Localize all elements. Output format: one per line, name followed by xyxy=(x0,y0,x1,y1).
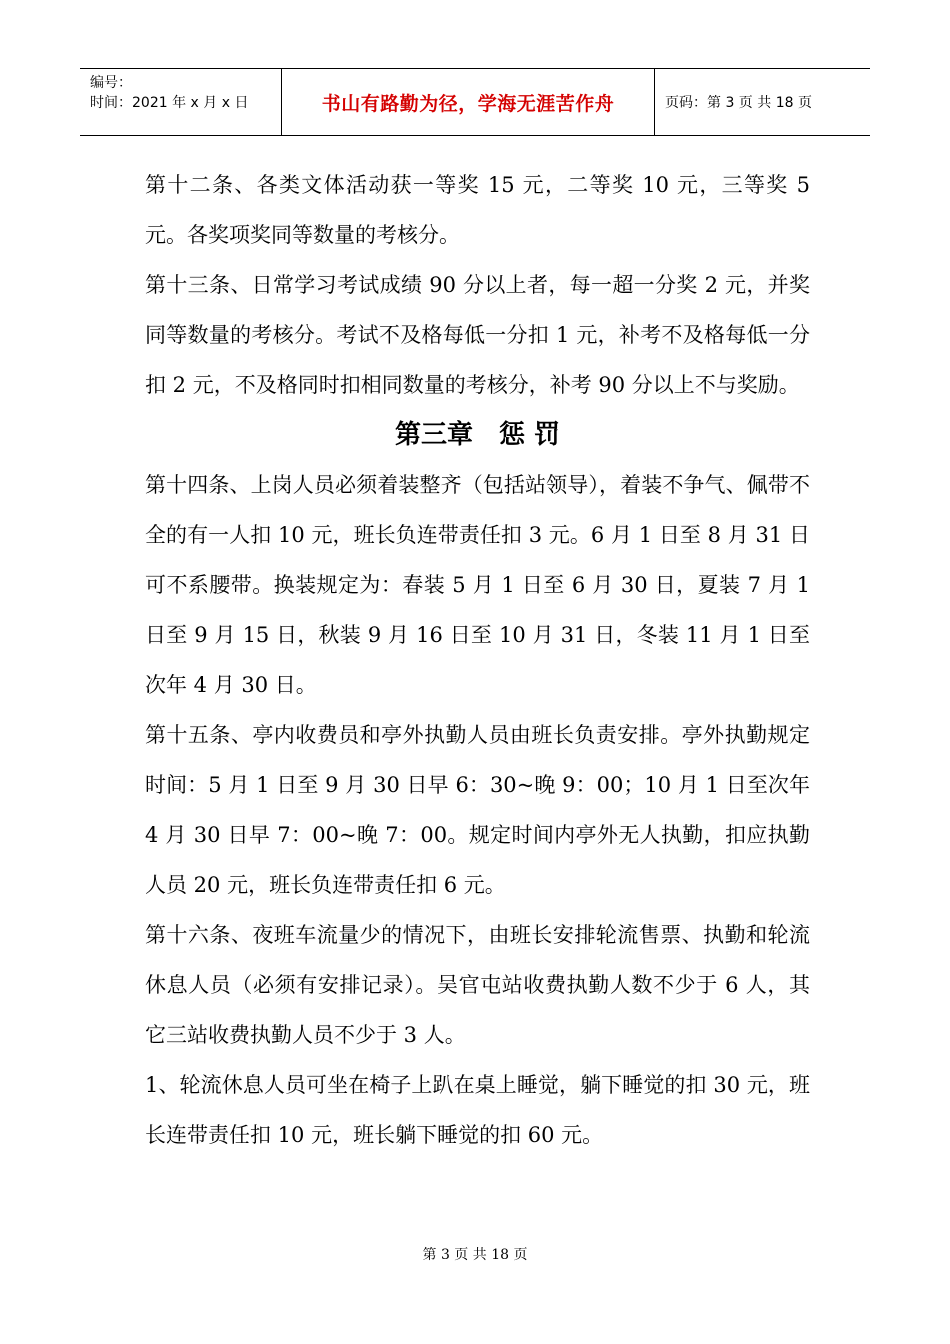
header-motto: 书山有路勤为径，学海无涯苦作舟 xyxy=(282,69,655,135)
article-15: 第十五条、亭内收费员和亭外执勤人员由班长负责安排。亭外执勤规定时间：5 月 1 日至 9 月 30 日早 6：30~晚 9：00；10 月 1 日至次年 4 月 30 日早 7：00~晚 7：00。规定时间内亭外无人执勤，扣应执勤人员 20 元，班长负连带责任扣 6 元。 xyxy=(145,723,810,897)
page-header xyxy=(80,68,870,136)
document-body xyxy=(145,160,810,1160)
article-16-item-1: 1、轮流休息人员可坐在椅子上趴在桌上睡觉，躺下睡觉的扣 30 元，班长连带责任扣 10 元，班长躺下睡觉的扣 60 元。 xyxy=(145,1073,810,1147)
document-number-label: 编号： xyxy=(90,75,132,91)
article-14: 第十四条、上岗人员必须着装整齐（包括站领导），着装不争气、佩带不全的有一人扣 10 元，班长负连带责任扣 3 元。6 月 1 日至 8 月 31 日可不系腰带。换装规定为：春装 5 月 1 日至 6 月 30 日，夏装 7 月 1 日至 9 月 15 日，秋装 9 月 16 日至 10 月 31 日，冬装 11 月 1 日至次年 4 月 30 日。 xyxy=(145,473,810,697)
article-12: 第十二条、各类文体活动获一等奖 15 元，二等奖 10 元，三等奖 5 元。各奖项奖同等数量的考核分。 xyxy=(145,173,810,247)
document-time-label: 时间：2021 年 x 月 x 日 xyxy=(90,95,249,111)
article-13: 第十三条、日常学习考试成绩 90 分以上者，每一超一分奖 2 元，并奖同等数量的考核分。考试不及格每低一分扣 1 元，补考不及格每低一分扣 2 元，不及格同时扣相同数量的考核分，补考 90 分以上不与奖励。 xyxy=(145,273,810,397)
article-16: 第十六条、夜班车流量少的情况下，由班长安排轮流售票、执勤和轮流休息人员（必须有安排记录）。吴官屯站收费执勤人数不少于 6 人，其它三站收费执勤人员不少于 3 人。 xyxy=(145,923,810,1047)
chapter-title: 第三章 惩 罚 xyxy=(394,420,561,450)
page-footer: 第 3 页 共 18 页 xyxy=(422,1247,528,1263)
header-meta xyxy=(80,69,282,135)
header-page-info: 页码：第 3 页 共 18 页 xyxy=(665,95,812,111)
